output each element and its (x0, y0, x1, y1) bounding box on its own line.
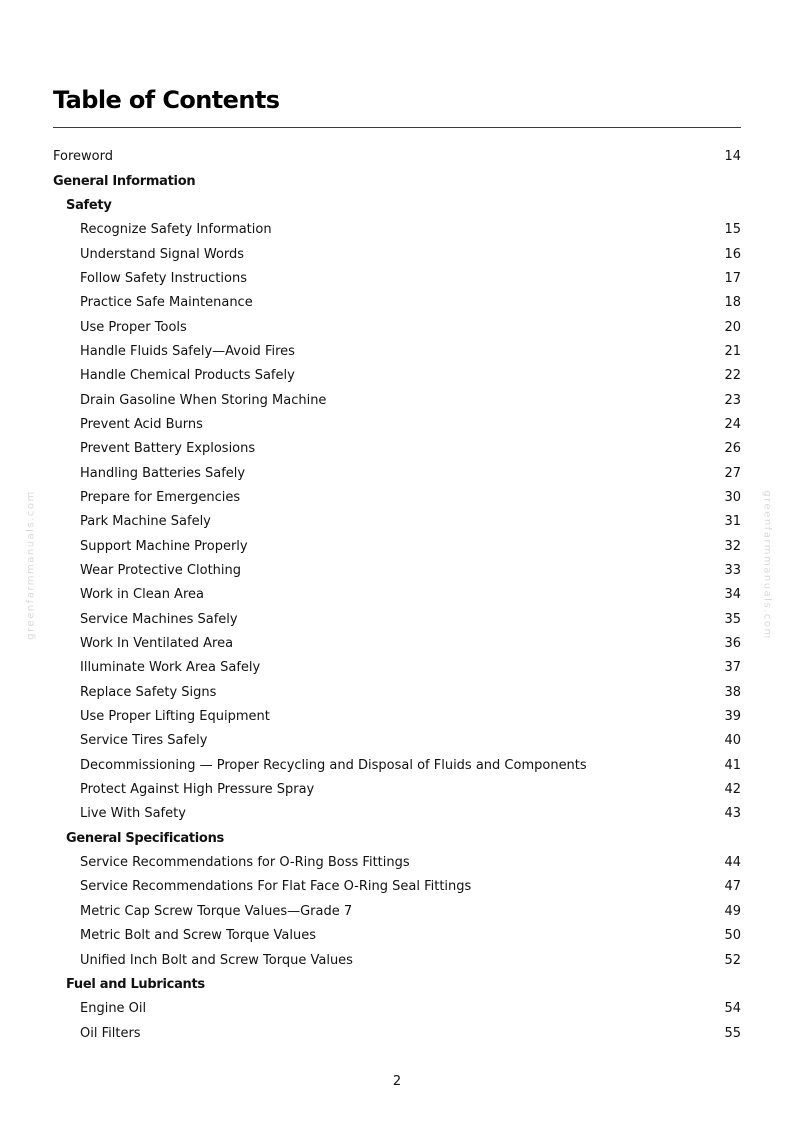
toc-entry[interactable] (53, 145, 741, 169)
toc-entry-label: Park Machine Safely (80, 514, 211, 530)
toc-entry-label: Metric Bolt and Screw Torque Values (80, 928, 316, 944)
toc-entry[interactable] (53, 583, 741, 607)
toc-entry-label: Fuel and Lubricants (66, 976, 205, 992)
toc-entry-label: Follow Safety Instructions (80, 270, 247, 286)
toc-entry-page: 55 (724, 1025, 741, 1041)
toc-entry[interactable] (53, 729, 741, 753)
toc-entry-label: Service Recommendations For Flat Face O-Ring Seal Fittings (80, 879, 472, 895)
toc-entry-label: Practice Safe Maintenance (80, 295, 253, 311)
toc-entry-page: 50 (724, 928, 741, 944)
toc-entry-label: Use Proper Tools (80, 319, 187, 335)
toc-entry[interactable] (53, 997, 741, 1021)
toc-entry-page: 41 (724, 757, 741, 773)
toc-entry[interactable] (53, 413, 741, 437)
toc-entry[interactable] (53, 1021, 741, 1045)
toc-entry-page: 49 (724, 903, 741, 919)
toc-entry[interactable] (53, 218, 741, 242)
toc-entry-label: Decommissioning — Proper Recycling and Disposal of Fluids and Components (80, 757, 587, 773)
toc-entry-label: Illuminate Work Area Safely (80, 660, 261, 676)
toc-section-heading (53, 194, 741, 218)
toc-entry[interactable] (53, 486, 741, 510)
toc-entry-label: Use Proper Lifting Equipment (80, 709, 270, 725)
toc-entry[interactable] (53, 948, 741, 972)
table-of-contents (53, 145, 741, 1046)
toc-entry-label: Support Machine Properly (80, 538, 248, 554)
toc-entry-page: 26 (724, 441, 741, 457)
toc-entry-label: Handling Batteries Safely (80, 465, 246, 481)
toc-entry-label: Service Machines Safely (80, 611, 238, 627)
toc-entry-page: 17 (724, 270, 741, 286)
toc-entry-page: 22 (724, 368, 741, 384)
toc-entry[interactable] (53, 340, 741, 364)
toc-entry-page: 42 (724, 782, 741, 798)
toc-entry[interactable] (53, 778, 741, 802)
toc-entry[interactable] (53, 535, 741, 559)
toc-entry[interactable] (53, 559, 741, 583)
toc-entry-page: 18 (724, 295, 741, 311)
toc-entry-page: 36 (724, 636, 741, 652)
toc-section-heading (53, 827, 741, 851)
page-number: 2 (392, 1074, 402, 1089)
toc-entry-label: Work in Clean Area (80, 587, 204, 603)
toc-entry-page: 30 (724, 489, 741, 505)
toc-entry[interactable] (53, 608, 741, 632)
toc-entry-page: 16 (724, 246, 741, 262)
toc-entry-page: 37 (724, 660, 741, 676)
toc-entry[interactable] (53, 705, 741, 729)
toc-entry-label: Safety (66, 197, 112, 213)
toc-entry-label: Service Tires Safely (80, 733, 208, 749)
toc-entry-label: General Specifications (66, 830, 224, 846)
toc-section-heading (53, 973, 741, 997)
toc-entry-label: Engine Oil (80, 1001, 147, 1017)
toc-entry-label: Understand Signal Words (80, 246, 245, 262)
toc-entry-page: 38 (724, 684, 741, 700)
toc-entry-label: Oil Filters (80, 1025, 141, 1041)
toc-entry-label: Replace Safety Signs (80, 684, 217, 700)
toc-entry[interactable] (53, 388, 741, 412)
toc-entry[interactable] (53, 656, 741, 680)
toc-entry[interactable] (53, 681, 741, 705)
title-divider (53, 127, 741, 128)
page-title: Table of Contents (53, 86, 280, 114)
toc-entry-page: 40 (724, 733, 741, 749)
toc-entry-page: 33 (724, 563, 741, 579)
watermark-left: greenfarmmanuals.com (25, 490, 37, 640)
toc-entry-page: 43 (724, 806, 741, 822)
toc-entry[interactable] (53, 632, 741, 656)
toc-entry-page: 15 (724, 222, 741, 238)
toc-entry-label: Handle Fluids Safely—Avoid Fires (80, 343, 295, 359)
toc-entry-page: 24 (724, 416, 741, 432)
toc-entry-label: Protect Against High Pressure Spray (80, 782, 315, 798)
toc-entry[interactable] (53, 364, 741, 388)
watermark-right: greenfarmmanuals.com (761, 490, 773, 640)
toc-entry-label: Drain Gasoline When Storing Machine (80, 392, 327, 408)
toc-entry-label: Prepare for Emergencies (80, 489, 241, 505)
toc-entry[interactable] (53, 802, 741, 826)
toc-entry-page: 39 (724, 709, 741, 725)
toc-entry[interactable] (53, 242, 741, 266)
toc-entry[interactable] (53, 461, 741, 485)
toc-entry[interactable] (53, 924, 741, 948)
toc-entry-page: 44 (724, 855, 741, 871)
toc-entry[interactable] (53, 900, 741, 924)
toc-entry[interactable] (53, 875, 741, 899)
toc-entry-label: Service Recommendations for O-Ring Boss Fittings (80, 855, 410, 871)
toc-entry-page: 14 (724, 149, 741, 165)
toc-entry-label: Work In Ventilated Area (80, 636, 234, 652)
toc-entry[interactable] (53, 754, 741, 778)
toc-entry-page: 54 (724, 1001, 741, 1017)
toc-entry-label: Handle Chemical Products Safely (80, 368, 295, 384)
toc-entry[interactable] (53, 291, 741, 315)
toc-entry[interactable] (53, 315, 741, 339)
toc-entry-page: 27 (724, 465, 741, 481)
toc-entry-page: 47 (724, 879, 741, 895)
toc-entry-page: 52 (724, 952, 741, 968)
toc-entry[interactable] (53, 267, 741, 291)
toc-section-heading (53, 169, 741, 193)
toc-entry-label: Metric Cap Screw Torque Values—Grade 7 (80, 903, 353, 919)
toc-entry-page: 20 (724, 319, 741, 335)
toc-entry-page: 32 (724, 538, 741, 554)
toc-entry-label: Prevent Battery Explosions (80, 441, 256, 457)
toc-entry-label: Recognize Safety Information (80, 222, 272, 238)
toc-entry-label: Unified Inch Bolt and Screw Torque Values (80, 952, 353, 968)
toc-entry[interactable] (53, 851, 741, 875)
toc-entry-page: 23 (724, 392, 741, 408)
toc-entry-label: General Information (53, 173, 196, 189)
toc-entry-label: Wear Protective Clothing (80, 563, 242, 579)
toc-entry-page: 34 (724, 587, 741, 603)
toc-entry[interactable] (53, 437, 741, 461)
toc-entry-label: Live With Safety (80, 806, 186, 822)
toc-entry-label: Foreword (53, 149, 113, 165)
toc-entry-label: Prevent Acid Burns (80, 416, 203, 432)
toc-entry-page: 21 (724, 343, 741, 359)
toc-entry[interactable] (53, 510, 741, 534)
toc-entry-page: 35 (724, 611, 741, 627)
toc-entry-page: 31 (724, 514, 741, 530)
